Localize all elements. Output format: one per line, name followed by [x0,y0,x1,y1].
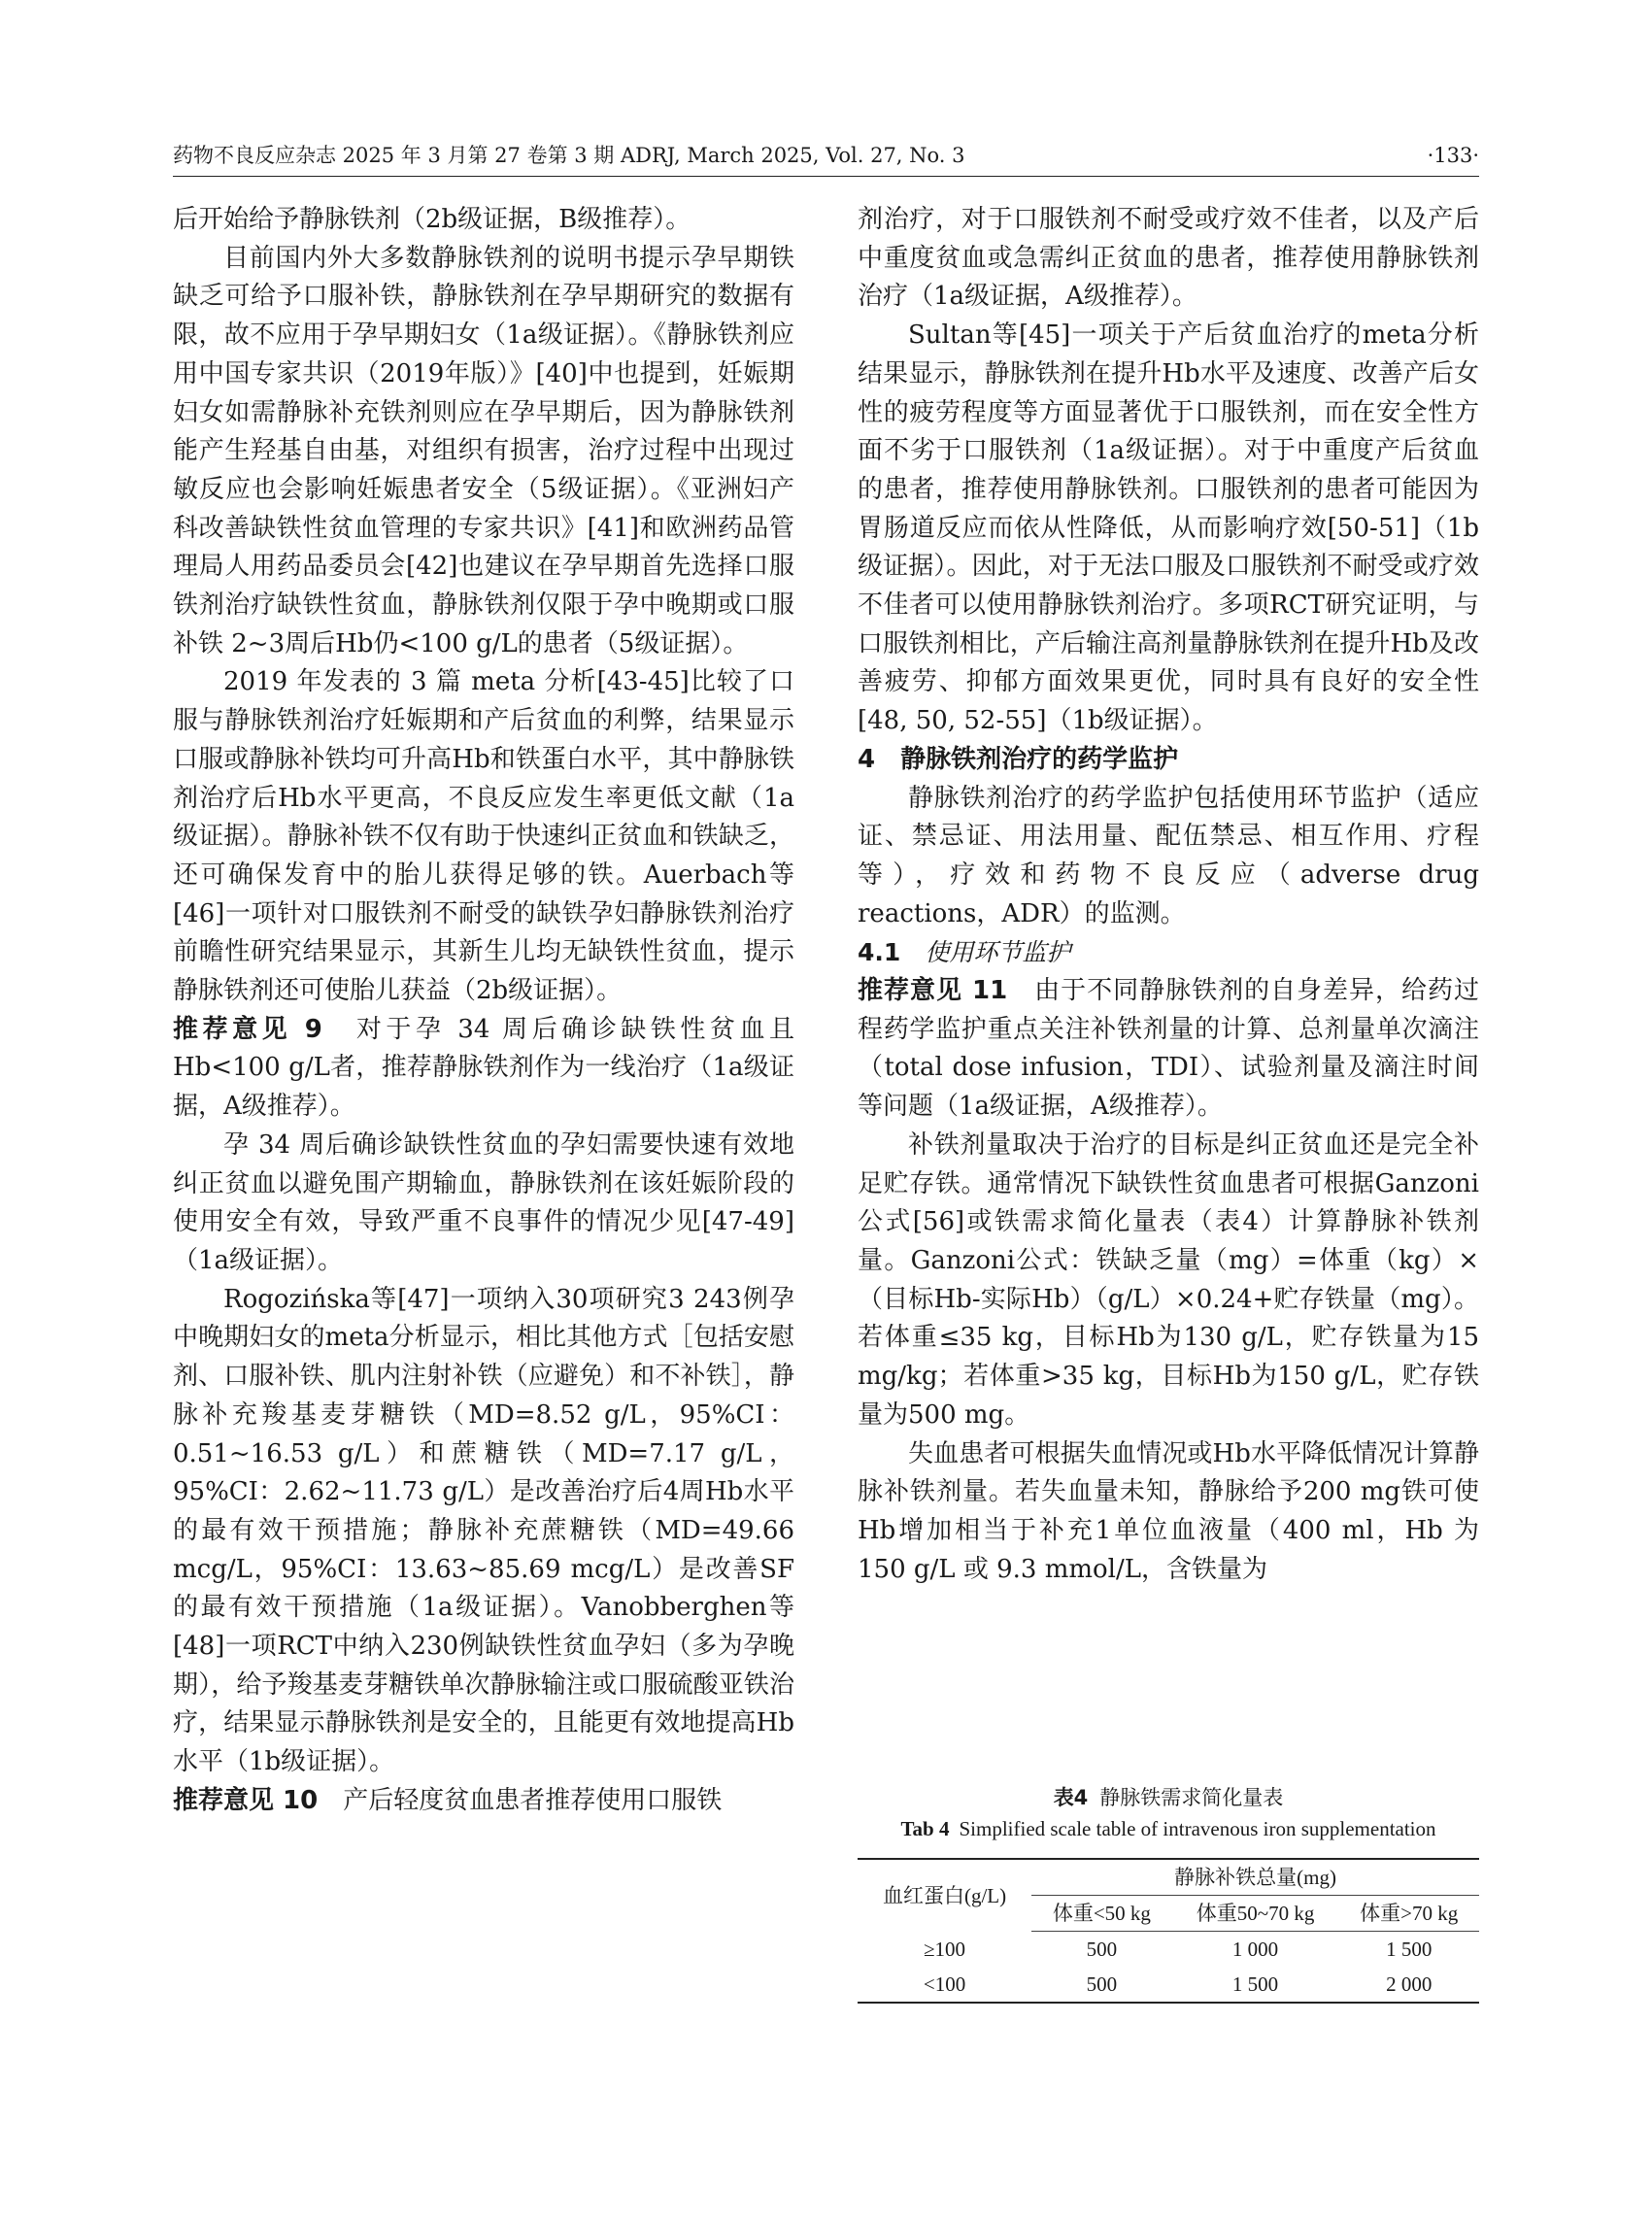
recommendation-label: 推荐意见 10 [173,1785,319,1815]
table-cell: 1 500 [1386,1938,1433,1961]
column-header: 体重>70 kg [1338,1896,1479,1932]
table-label: 表4 [1053,1786,1089,1809]
paragraph: 目前国内外大多数静脉铁剂的说明书提示孕早期铁缺乏可给予口服补铁，静脉铁剂在孕早期研究的数据有限，故不应用于孕早期妇女（1a级证据）。《静脉铁剂应用中国专家共识（2019年版）》[40]中也提到，妊娠期妇女如需静脉补充铁剂则应在孕早期后，因为静脉铁剂能产生羟基自由基，对组织有损害，治疗过程中出现过敏反应也会影响妊娠患者安全（5级证据）。《亚洲妇产科改善缺铁性贫血管理的专家共识》[41]和欧洲药品管理局人用药品委员会[42]也建议在孕早期首先选择口服铁剂治疗缺铁性贫血，静脉铁剂仅限于孕中晚期或口服补铁 2~3周后Hb仍<100 g/L的患者（5级证据）。 [173,243,794,658]
recommendation-text: 对于孕 34 周后确诊缺铁性贫血且 Hb<100 g/L者，推荐静脉铁剂作为一线治疗（1a级证据，A级推荐）。 [173,1014,794,1122]
table-title: 静脉铁需求简化量表 [1099,1786,1284,1809]
table-cell: ≥100 [924,1937,966,1961]
table-caption-en [858,1813,1479,1844]
group-header: 静脉补铁总量(mg) [1031,1859,1479,1896]
paragraph: 剂治疗，对于口服铁剂不耐受或疗效不佳者，以及产后中重度贫血或急需纠正贫血的患者，推荐使用静脉铁剂治疗（1a级证据，A级推荐）。 [858,205,1479,312]
recommendation-10 [173,1782,794,1821]
row-header: 血红蛋白(g/L) [858,1859,1031,1932]
paragraph: 后开始给予静脉铁剂（2b级证据，B级推荐）。 [173,205,691,234]
table-cell: 2 000 [1338,1967,1479,2003]
table-row [858,1967,1479,2003]
table-label-en: Tab 4 [900,1817,950,1840]
paragraph: 孕 34 周后确诊缺铁性贫血的孕妇需要快速有效地纠正贫血以避免围产期输血，静脉铁剂在该妊娠阶段的使用安全有效，导致严重不良事件的情况少见[47-49]（1a级证据）。 [173,1129,794,1275]
recommendation-label: 推荐意见 11 [858,976,1008,1006]
table-cell: 1 500 [1172,1967,1339,2003]
paragraph: Rogozińska等[47]一项纳入30项研究3 243例孕中晚期妇女的meta分析显示，相比其他方式［包括安慰剂、口服补铁、肌内注射补铁（应避免）和不补铁］，静脉补充羧基麦芽糖铁（MD=8.52 g/L，95%CI：0.51~16.53 g/L）和蔗糖铁（MD=7.17 g/L，95%CI：2.62~11.73 g/L）是改善治疗后4周Hb水平的最有效干预措施；静脉补充蔗糖铁（MD=49.66 mcg/L，95%CI：13.63~85.69 mcg/L）是改善SF的最有效干预措施（1a级证据）。Vanobberghen等[48]一项RCT中纳入230例缺铁性贫血孕妇（多为孕晚期），给予羧基麦芽糖铁单次静脉输注或口服硫酸亚铁治疗，结果显示静脉铁剂是安全的，且能更有效地提高Hb水平（1b级证据）。 [173,1284,794,1777]
table-4 [858,1782,1479,2004]
paragraph: 静脉铁剂治疗的药学监护包括使用环节监护（适应证、禁忌证、用法用量、配伍禁忌、相互作用、疗程等），疗效和药物不良反应（adverse drug reactions，ADR）的监测。 [858,783,1479,928]
paragraph: 失血患者可根据失血情况或Hb水平降低情况计算静脉补铁剂量。若失血量未知，静脉给予200 mg铁可使Hb增加相当于补充1单位血液量（400 ml，Hb 为 150 g/L 或 9.3 mmol/L，含铁量为 [858,1438,1479,1584]
table-cell: 1 000 [1231,1938,1279,1961]
recommendation-label: 推荐意见 9 [173,1014,322,1044]
section-heading: 4 静脉铁剂治疗的药学监护 [858,744,1179,774]
recommendation-text: 由于不同静脉铁剂的自身差异，给药过程药学监护重点关注补铁剂量的计算、总剂量单次滴注（total dose infusion，TDI）、试验剂量及滴注时间等问题（1a级证据，A级推荐）。 [858,976,1479,1122]
data-table [858,1858,1479,2004]
column-header: 体重50~70 kg [1172,1896,1339,1932]
page-number: ·133· [1427,144,1479,167]
left-column [173,201,794,1821]
recommendation-text: 产后轻度贫血患者推荐使用口服铁 [343,1785,723,1815]
paragraph: Sultan等[45]一项关于产后贫血治疗的meta分析结果显示，静脉铁剂在提升Hb水平及速度、改善产后女性的疲劳程度等方面显著优于口服铁剂，而在安全性方面不劣于口服铁剂（1a级证据）。对于中重度产后贫血的患者，推荐使用静脉铁剂。口服铁剂的患者可能因为胃肠道反应而依从性降低，从而影响疗效[50-51]（1b级证据）。因此，对于无法口服及口服铁剂不耐受或疗效不佳者可以使用静脉铁剂治疗。多项RCT研究证明，与口服铁剂相比，产后输注高剂量静脉铁剂在提升Hb及改善疲劳、抑郁方面效果更优，同时具有良好的安全性[48, 50, 52-55]（1b级证据）。 [858,320,1479,736]
table-cell: 500 [1031,1967,1172,2003]
table-cell: 500 [1086,1938,1118,1961]
paragraph: 2019 年发表的 3 篇 meta 分析[43-45]比较了口服与静脉铁剂治疗妊娠期和产后贫血的利弊，结果显示口服或静脉补铁均可升高Hb和铁蛋白水平，其中静脉铁剂治疗后Hb水平更高，不良反应发生率更低文献（1a级证据）。静脉补铁不仅有助于快速纠正贫血和铁缺乏，还可确保发育中的胎儿获得足够的铁。Auerbach等[46]一项针对口服铁剂不耐受的缺铁孕妇静脉铁剂治疗前瞻性研究结果显示，其新生儿均无缺铁性贫血，提示静脉铁剂还可使胎儿获益（2b级证据）。 [173,667,794,1006]
column-header: 体重<50 kg [1031,1896,1172,1932]
right-column [858,201,1479,1589]
subsection-title: 使用环节监护 [925,938,1071,967]
table-title-en: Simplified scale table of intravenous iron supplementation [959,1817,1436,1840]
recommendation-9 [173,1011,794,1127]
table-caption-cn [858,1782,1479,1813]
paragraph: 补铁剂量取决于治疗的目标是纠正贫血还是完全补足贮存铁。通常情况下缺铁性贫血患者可根据Ganzoni公式[56]或铁需求简化量表（表4）计算静脉补铁剂量。Ganzoni公式：铁缺乏量（mg）=体重（kg）×（目标Hb-实际Hb）（g/L）×0.24+贮存铁量（mg）。若体重≤35 kg，目标Hb为130 g/L，贮存铁量为15 mg/kg；若体重>35 kg，目标Hb为150 g/L，贮存铁量为500 mg。 [858,1129,1479,1430]
table-cell: <100 [858,1967,1031,2003]
header-rule [173,176,1479,177]
recommendation-11 [858,972,1479,1127]
journal-citation: 药物不良反应杂志 2025 年 3 月第 27 卷第 3 期 ADRJ, March 2025, Vol. 27, No. 3 [173,144,965,167]
subsection-number: 4.1 [858,938,901,967]
table-row [858,1932,1479,1968]
subsection-heading [858,933,1479,972]
